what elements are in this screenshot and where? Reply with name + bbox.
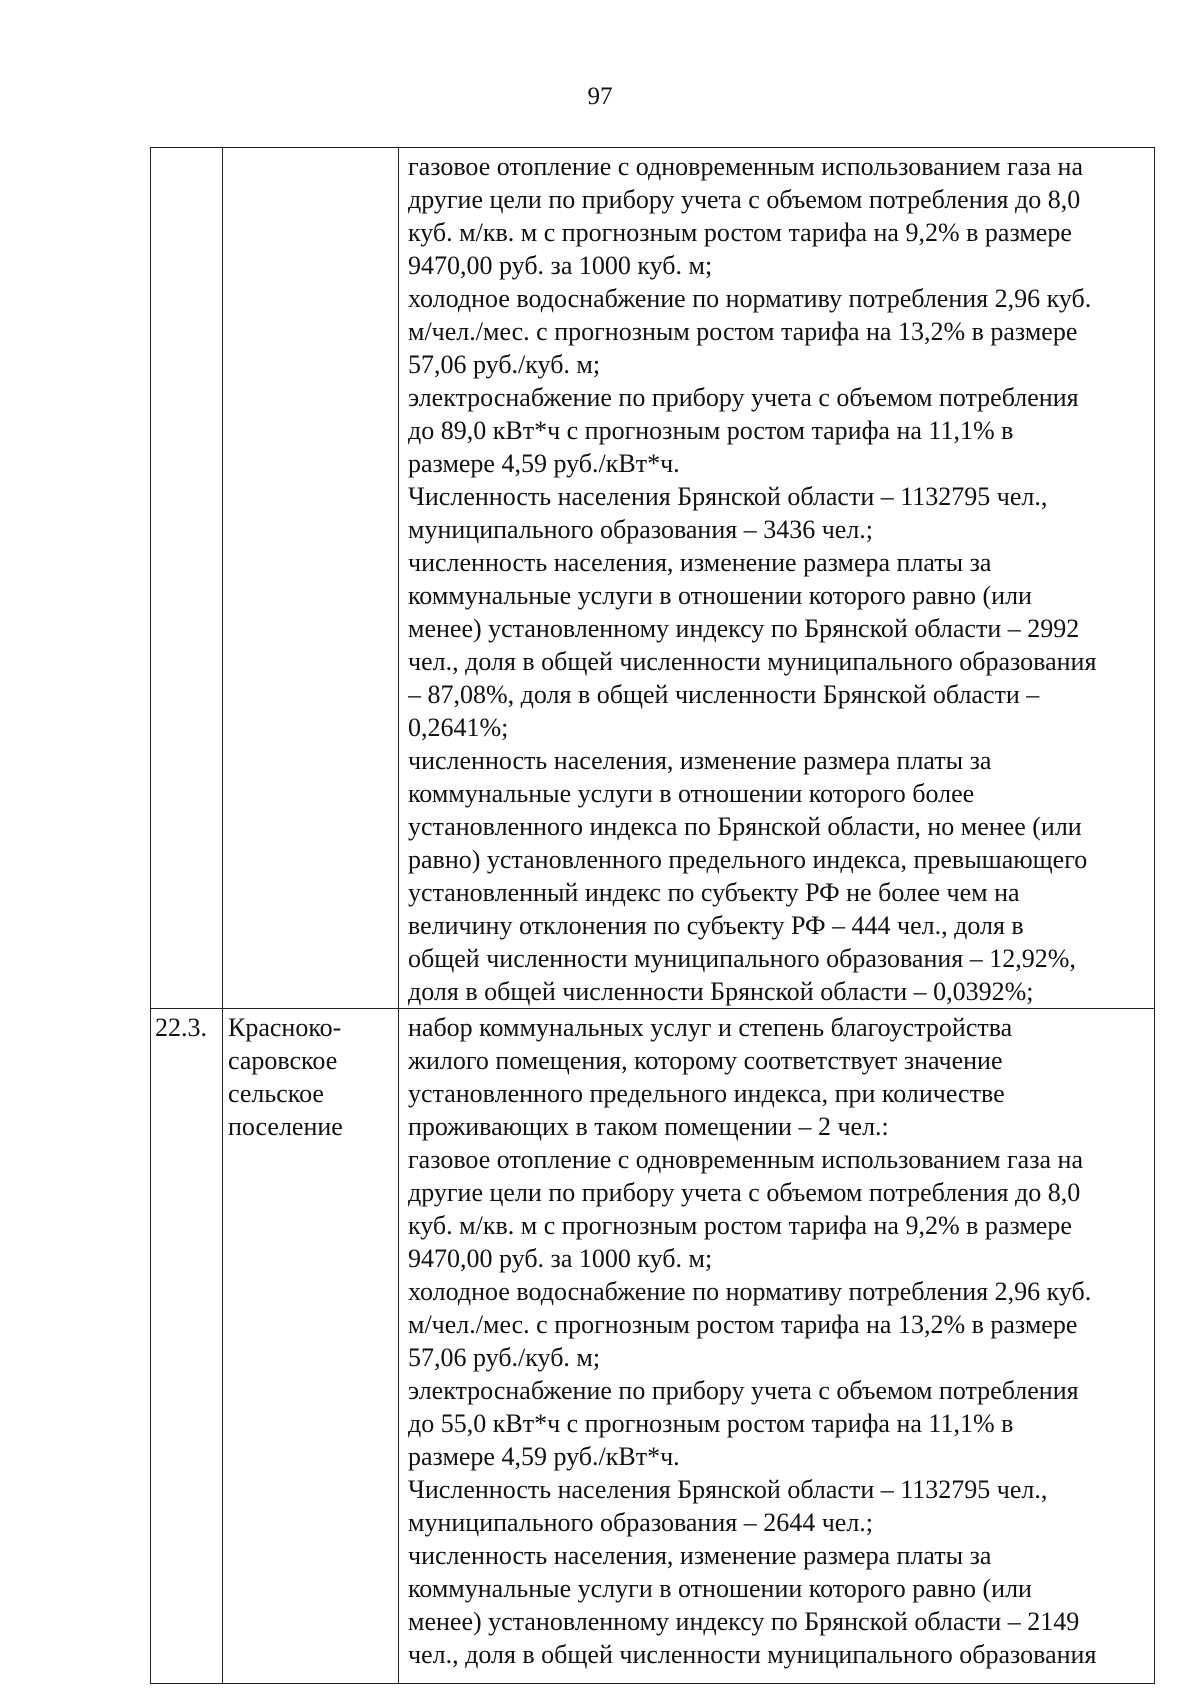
description-line: чел., доля в общей численности муниципального образования (408, 1640, 1097, 1669)
description-line: газовое отопление с одновременным использованием газа на (408, 1145, 1083, 1174)
description-line: жилого помещения, которому соответствует значение (408, 1046, 1003, 1075)
description-line: 0,2641%; (408, 713, 509, 742)
municipality-name-cell (223, 1009, 399, 1684)
description-line: установленного индекса по Брянской области, но менее (или (408, 812, 1082, 841)
description-cell (399, 1009, 1155, 1684)
municipality-name-line: сельское (228, 1079, 324, 1108)
description-line: Численность населения Брянской области – 1132795 чел., (408, 1475, 1048, 1504)
description-line: до 89,0 кВт*ч с прогнозным ростом тарифа на 11,1% в (408, 416, 1014, 445)
description-line: другие цели по прибору учета с объемом потребления до 8,0 (408, 1178, 1081, 1207)
description-line: коммунальные услуги в отношении которого равно (или (408, 1574, 1032, 1603)
description-line: равно) установленного предельного индекса, превышающего (408, 845, 1088, 874)
description-line: 9470,00 руб. за 1000 куб. м; (408, 1244, 713, 1273)
description-line: размере 4,59 руб./кВт*ч. (408, 1442, 680, 1471)
description-line: численность населения, изменение размера платы за (408, 746, 992, 775)
table-row (151, 1009, 1155, 1684)
description-line: доля в общей численности Брянской области – 0,0392%; (408, 977, 1034, 1006)
description-line: муниципального образования – 2644 чел.; (408, 1508, 874, 1537)
description-line: газовое отопление с одновременным использованием газа на (408, 152, 1083, 181)
row-number: 22.3. (155, 1013, 207, 1042)
description-line: менее) установленному индексу по Брянской области – 2992 (408, 614, 1080, 643)
description-line: электроснабжение по прибору учета с объемом потребления (408, 383, 1079, 412)
description-line: менее) установленному индексу по Брянской области – 2149 (408, 1607, 1080, 1636)
description-line: общей численности муниципального образования – 12,92%, (408, 944, 1076, 973)
description-line: куб. м/кв. м с прогнозным ростом тарифа на 9,2% в размере (408, 218, 1072, 247)
description-line: куб. м/кв. м с прогнозным ростом тарифа на 9,2% в размере (408, 1211, 1072, 1240)
description-line: 57,06 руб./куб. м; (408, 350, 601, 379)
description-line: 57,06 руб./куб. м; (408, 1343, 601, 1372)
municipality-name-line: Красноко- (228, 1013, 342, 1042)
row-number-cell (151, 148, 223, 1009)
description-line: – 87,08%, доля в общей численности Брянской области – (408, 680, 1040, 709)
description-line: муниципального образования – 3436 чел.; (408, 515, 874, 544)
description-line: величину отклонения по субъекту РФ – 444 чел., доля в (408, 911, 1024, 940)
description-line: набор коммунальных услуг и степень благоустройства (408, 1013, 1013, 1042)
municipality-name-cell (223, 148, 399, 1009)
tariff-table (150, 147, 1155, 1684)
description-line: численность населения, изменение размера платы за (408, 1541, 992, 1570)
description-line: электроснабжение по прибору учета с объемом потребления (408, 1376, 1079, 1405)
description-line: численность населения, изменение размера платы за (408, 548, 992, 577)
row-number-cell (151, 1009, 223, 1684)
description-line: 9470,00 руб. за 1000 куб. м; (408, 251, 713, 280)
page-number: 97 (587, 83, 613, 110)
municipality-name-line: поселение (228, 1112, 343, 1141)
municipality-name-line: саровское (228, 1046, 338, 1075)
description-line: другие цели по прибору учета с объемом потребления до 8,0 (408, 185, 1081, 214)
description-line: установленный индекс по субъекту РФ не более чем на (408, 878, 1020, 907)
description-line: Численность населения Брянской области – 1132795 чел., (408, 482, 1048, 511)
description-line: чел., доля в общей численности муниципального образования (408, 647, 1097, 676)
description-line: м/чел./мес. с прогнозным ростом тарифа на 13,2% в размере (408, 1310, 1078, 1339)
description-line: до 55,0 кВт*ч с прогнозным ростом тарифа на 11,1% в (408, 1409, 1014, 1438)
description-line: холодное водоснабжение по нормативу потребления 2,96 куб. (408, 1277, 1092, 1306)
description-line: холодное водоснабжение по нормативу потребления 2,96 куб. (408, 284, 1092, 313)
description-line: проживающих в таком помещении – 2 чел.: (408, 1112, 889, 1141)
table-row (151, 148, 1155, 1009)
description-line: размере 4,59 руб./кВт*ч. (408, 449, 680, 478)
description-line: м/чел./мес. с прогнозным ростом тарифа на 13,2% в размере (408, 317, 1078, 346)
description-line: установленного предельного индекса, при количестве (408, 1079, 1005, 1108)
description-line: коммунальные услуги в отношении которого более (408, 779, 975, 808)
description-cell (399, 148, 1155, 1009)
description-line: коммунальные услуги в отношении которого равно (или (408, 581, 1032, 610)
